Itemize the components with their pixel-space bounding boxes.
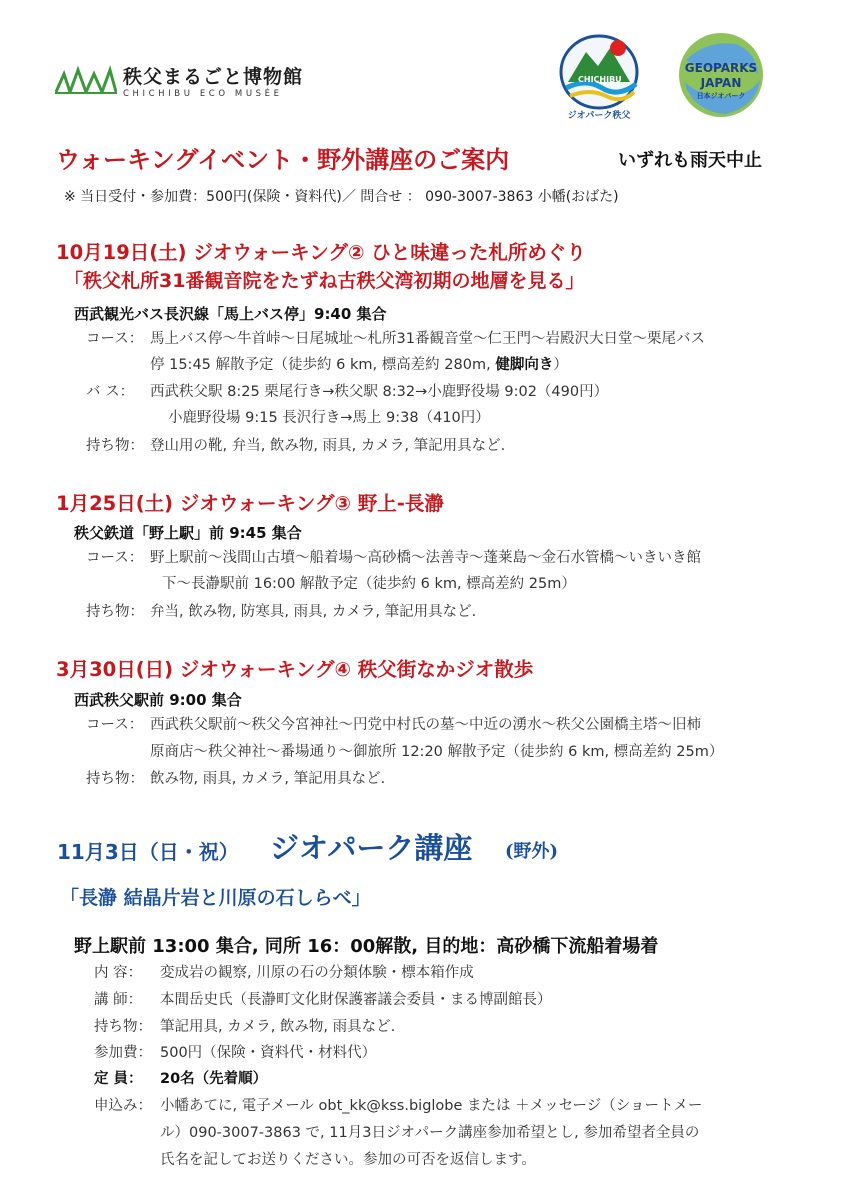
geoparks-japan-logo xyxy=(676,30,766,120)
lecture-type: (野外) xyxy=(505,841,559,862)
event1-course-line2: 停 15:45 解散予定（徒歩約 6 km, 標高差約 280m, 健脚向き） xyxy=(150,357,568,373)
fee-contact-note: ※ 当日受付・参加費：500円(保険・資料代)／ 問合せ ： 090-3007-3863 小幡(おばた) xyxy=(64,189,619,205)
lecture-name: ジオパーク講座 xyxy=(270,831,473,865)
lecture-subtitle: 「長瀞 結晶片岩と川原の石しらべ」 xyxy=(60,887,371,909)
event3-course-line2: 原商店～秩父神社～番場通り～御旅所 12:20 解散予定（徒歩約 6 km, 標高差約 25m） xyxy=(150,744,724,760)
lecture-items: 筆記用具, カメラ, 飲み物, 雨具など. xyxy=(160,1019,396,1035)
lecture-date: 11月3日（日・祝） xyxy=(57,840,239,864)
lecture-apply-line3: 氏名を記してお送りください。参加の可否を返信します。 xyxy=(160,1152,536,1168)
event2-course-line2: 下～長瀞駅前 16:00 解散予定（徒歩約 6 km, 標高差約 25m） xyxy=(162,576,576,592)
event2-title: 1月25日(土) ジオウォーキング③ 野上-長瀞 xyxy=(56,492,444,515)
lecture-items-label: 持ち物： xyxy=(94,1019,152,1035)
svg-text:ジオパーク秩父: ジオパーク秩父 xyxy=(567,111,631,120)
svg-text:日本ジオパーク: 日本ジオパーク xyxy=(696,92,746,100)
lecture-teacher-label: 講 師： xyxy=(94,992,143,1008)
rain-cancel-note: いずれも雨天中止 xyxy=(618,150,762,171)
mountain-logo-icon xyxy=(55,64,117,94)
event3-course-line1: 西武秩父駅前～秩父今宮神社～円党中村氏の墓～中近の湧水～秩父公園橋主塔～旧柿 xyxy=(150,717,701,733)
event1-course-line1: 馬上バス停～牛首峠～日尾城址～札所31番観音堂～仁王門～岩殿沢大日堂～栗尾バス xyxy=(150,331,705,347)
event1-course-label: コース： xyxy=(86,331,144,347)
event1-items: 登山用の靴, 弁当, 飲み物, 雨具, カメラ, 筆記用具など. xyxy=(150,438,506,454)
event1-meeting-point: 西武観光バス長沢線「馬上バス停」9:40 集合 xyxy=(74,305,387,323)
event1-subtitle: 「秩父札所31番観音院をたずね古秩父湾初期の地層を見る」 xyxy=(64,270,585,292)
event3-title: 3月30日(日) ジオウォーキング④ 秩父街なかジオ散歩 xyxy=(56,658,534,681)
event1-items-label: 持ち物： xyxy=(86,438,144,454)
lecture-fee: 500円（保険・資料代・材料代） xyxy=(160,1045,377,1061)
event2-items: 弁当, 飲み物, 防寒具, 雨具, カメラ, 筆記用具など. xyxy=(150,604,477,620)
lecture-apply-label: 申込み： xyxy=(94,1098,152,1114)
lecture-meeting-point: 野上駅前 13:00 集合, 同所 16：00解散, 目的地：高砂橋下流船着場着 xyxy=(74,936,659,957)
museum-name-en: CHICHIBU ECO MUSÉE xyxy=(123,89,283,99)
event3-items: 飲み物, 雨具, カメラ, 筆記用具など. xyxy=(150,771,386,787)
lecture-capacity: 20名（先着順） xyxy=(160,1071,268,1087)
event2-items-label: 持ち物： xyxy=(86,604,144,620)
event2-meeting-point: 秩父鉄道「野上駅」前 9:45 集合 xyxy=(74,524,302,542)
page-title: ウォーキングイベント・野外講座のご案内 xyxy=(56,146,510,174)
lecture-content-label: 内 容： xyxy=(94,965,143,981)
lecture-teacher: 本間岳史氏（長瀞町文化財保護審議会委員・まる博副館長） xyxy=(160,992,552,1008)
lecture-apply-line2: ル）090-3007-3863 で, 11月3日ジオパーク講座参加希望とし, 参加希望者全員の xyxy=(160,1125,700,1141)
event1-bus-label: バ ス： xyxy=(86,384,135,400)
lecture-fee-label: 参加費： xyxy=(94,1045,152,1061)
event2-course-line1: 野上駅前～浅間山古墳～船着場～高砂橋～法善寺～蓬莱島～金石水管橋～いきいき館 xyxy=(150,550,701,566)
event3-course-label: コース： xyxy=(86,717,144,733)
event1-bus-line2: 小鹿野役場 9:15 長沢行き→馬上 9:38（410円） xyxy=(168,410,490,426)
event1-bus-line1: 西武秩父駅 8:25 栗尾行き→秩父駅 8:32→小鹿野役場 9:02（490円） xyxy=(150,384,609,400)
svg-text:CHICHIBU: CHICHIBU xyxy=(578,75,622,84)
event1-title: 10月19日(土) ジオウォーキング② ひと味違った札所めぐり xyxy=(56,241,586,264)
svg-text:JAPAN: JAPAN xyxy=(700,76,742,90)
museum-name-jp: 秩父まるごと博物館 xyxy=(123,66,304,88)
svg-text:GEOPARKS: GEOPARKS xyxy=(684,61,758,75)
event3-meeting-point: 西武秩父駅前 9:00 集合 xyxy=(74,691,242,709)
lecture-content: 変成岩の観察, 川原の石の分類体験・標本箱作成 xyxy=(160,965,474,981)
lecture-capacity-label: 定 員： xyxy=(94,1071,143,1087)
event2-course-label: コース： xyxy=(86,550,144,566)
geopark-chichibu-logo xyxy=(556,30,642,120)
lecture-apply-line1: 小幡あてに, 電子メール obt_kk@kss.biglobe または ＋メッセージ（ショートメー xyxy=(160,1098,703,1114)
event3-items-label: 持ち物： xyxy=(86,771,144,787)
